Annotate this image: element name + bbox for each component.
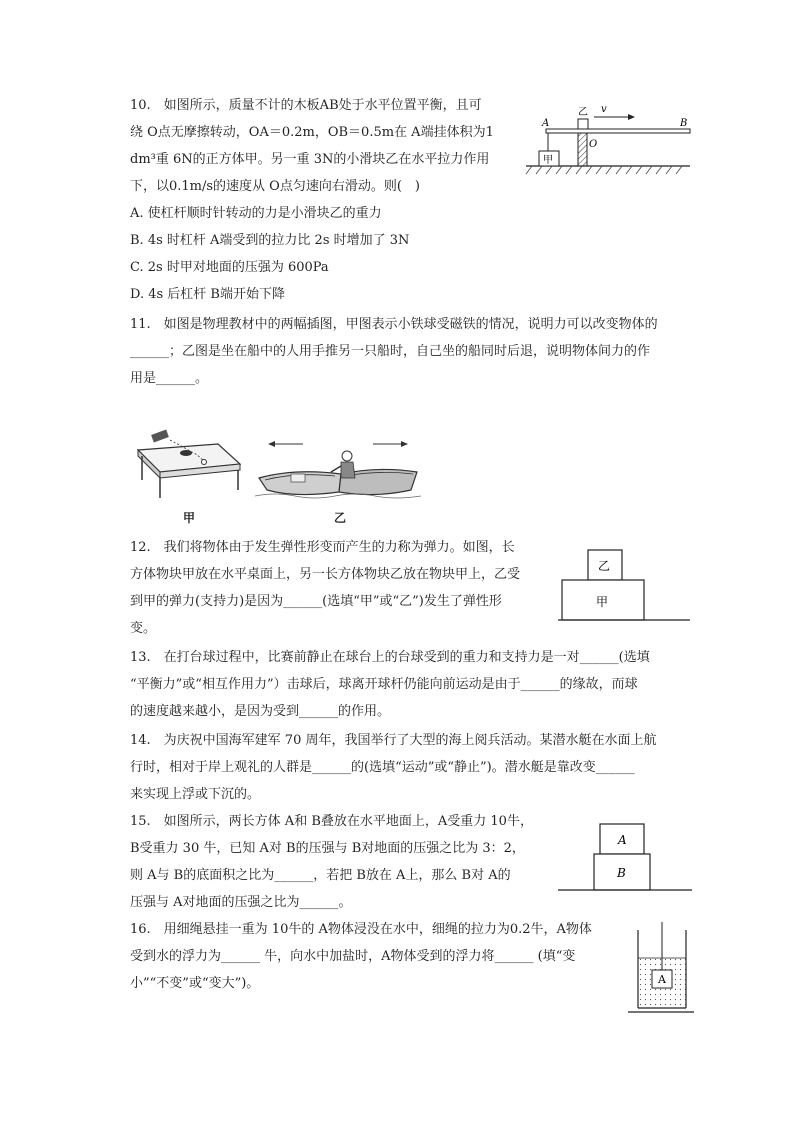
q12-line-2: 方体物块甲放在水平桌面上，另一长方体物块乙放在物块甲上，乙受 — [130, 567, 521, 582]
beaker-with-block — [628, 922, 694, 1016]
q15-line-2: B受重力 30 牛，已知 A对 B的压强与 B对地面的压强之比为 3：2， — [130, 841, 525, 856]
q15-line-4: 压强与 A对地面的压强之比为______。 — [130, 895, 352, 910]
block-a-label: A — [618, 833, 627, 847]
block-b-label: B — [617, 866, 626, 880]
q15-line-3: 则 A与 B的底面积之比为______，若把 B放在 A上，那么 B对 A的 — [130, 868, 511, 883]
block-a-in-water-label: A — [658, 973, 666, 986]
boats-illustration — [255, 438, 421, 502]
q14-line-2: 行时，相对于岸上观礼的人群是______的(选填“运动”或“静止”)。潜水艇是靠改变______ — [130, 760, 635, 775]
q12-line-4: 变。 — [130, 621, 157, 636]
q13-line-3: 的速度越来越小，是因为受到______的作用。 — [130, 704, 391, 719]
q16-line-1: 16. 用细绳悬挂一重为 10牛的 A物体浸没在水中，细绳的拉力为0.2牛，A物体 — [130, 922, 592, 937]
block-yi-label: 乙 — [598, 559, 611, 573]
q12-line-1: 12. 我们将物体由于发生弹性形变而产生的力称为弹力。如图，长 — [130, 540, 515, 555]
q10-option-c: C. 2s 时甲对地面的压强为 600Pa — [130, 260, 329, 275]
q10-line-3: dm³重 6N的正方体甲。另一重 3N的小滑块乙在水平拉力作用 — [130, 152, 490, 167]
q16-line-3: 小”“不变”或“变大”)。 — [130, 976, 260, 991]
q16-line-2: 受到水的浮力为______ 牛，向水中加盐时，A物体受到的浮力将______ (填“变 — [130, 949, 576, 964]
lever-diagram — [522, 96, 694, 178]
q11-line-1: 11. 如图是物理教材中的两幅插图，甲图表示小铁球受磁铁的情况，说明力可以改变物体的 — [130, 317, 658, 332]
stacked-blocks-jia-yi — [558, 546, 690, 628]
magnet-ball-illustration — [130, 428, 245, 500]
label-v: v — [601, 104, 607, 115]
label-yi: 乙 — [578, 107, 588, 118]
q10-option-d: D. 4s 后杠杆 B端开始下降 — [130, 287, 285, 302]
q10-option-a: A. 使杠杆顺时针转动的力是小滑块乙的重力 — [130, 206, 382, 221]
q10-option-b: B. 4s 时杠杆 A端受到的拉力比 2s 时增加了 3N — [130, 233, 410, 248]
q12-line-3: 到甲的弹力(支持力)是因为______(选填“甲”或“乙”)发生了弹性形 — [130, 594, 502, 609]
q15-line-1: 15. 如图所示，两长方体 A和 B叠放在水平地面上，A受重力 10牛， — [130, 814, 533, 829]
q10-line-2: 绕 O点无摩擦转动，OA＝0.2m，OB＝0.5m在 A端挂体积为1 — [130, 125, 494, 140]
q11-line-3: 用是______。 — [130, 371, 209, 386]
label-b: B — [680, 118, 688, 129]
q10-line-4: 下，以0.1m/s的速度从 O点匀速向右滑动。则( ) — [130, 179, 420, 194]
label-o: O — [589, 139, 598, 150]
label-a: A — [542, 118, 550, 129]
stacked-blocks-a-b — [558, 820, 692, 900]
label-jia: 甲 — [543, 155, 553, 166]
q10-line-1: 10. 如图所示，质量不计的木板AB处于水平位置平衡，且可 — [130, 98, 482, 113]
q11-line-2: ______；乙图是坐在船中的人用手推另一只船时，自己坐的船同时后退，说明物体间力的作 — [130, 344, 651, 359]
q14-line-3: 来实现上浮或下沉的。 — [130, 787, 261, 802]
q13-line-2: “平衡力”或“相互作用力”）击球后，球离开球杆仍能向前运动是由于______的缘故，而球 — [130, 677, 638, 692]
caption-yi: 乙 — [334, 511, 347, 525]
block-jia-label: 甲 — [596, 595, 609, 609]
q13-line-1: 13. 在打台球过程中，比赛前静止在球台上的台球受到的重力和支持力是一对______(选填 — [130, 650, 650, 665]
caption-jia: 甲 — [183, 511, 196, 525]
q14-line-1: 14. 为庆祝中国海军建军 70 周年，我国举行了大型的海上阅兵活动。某潜水艇在水面上航 — [130, 733, 657, 748]
